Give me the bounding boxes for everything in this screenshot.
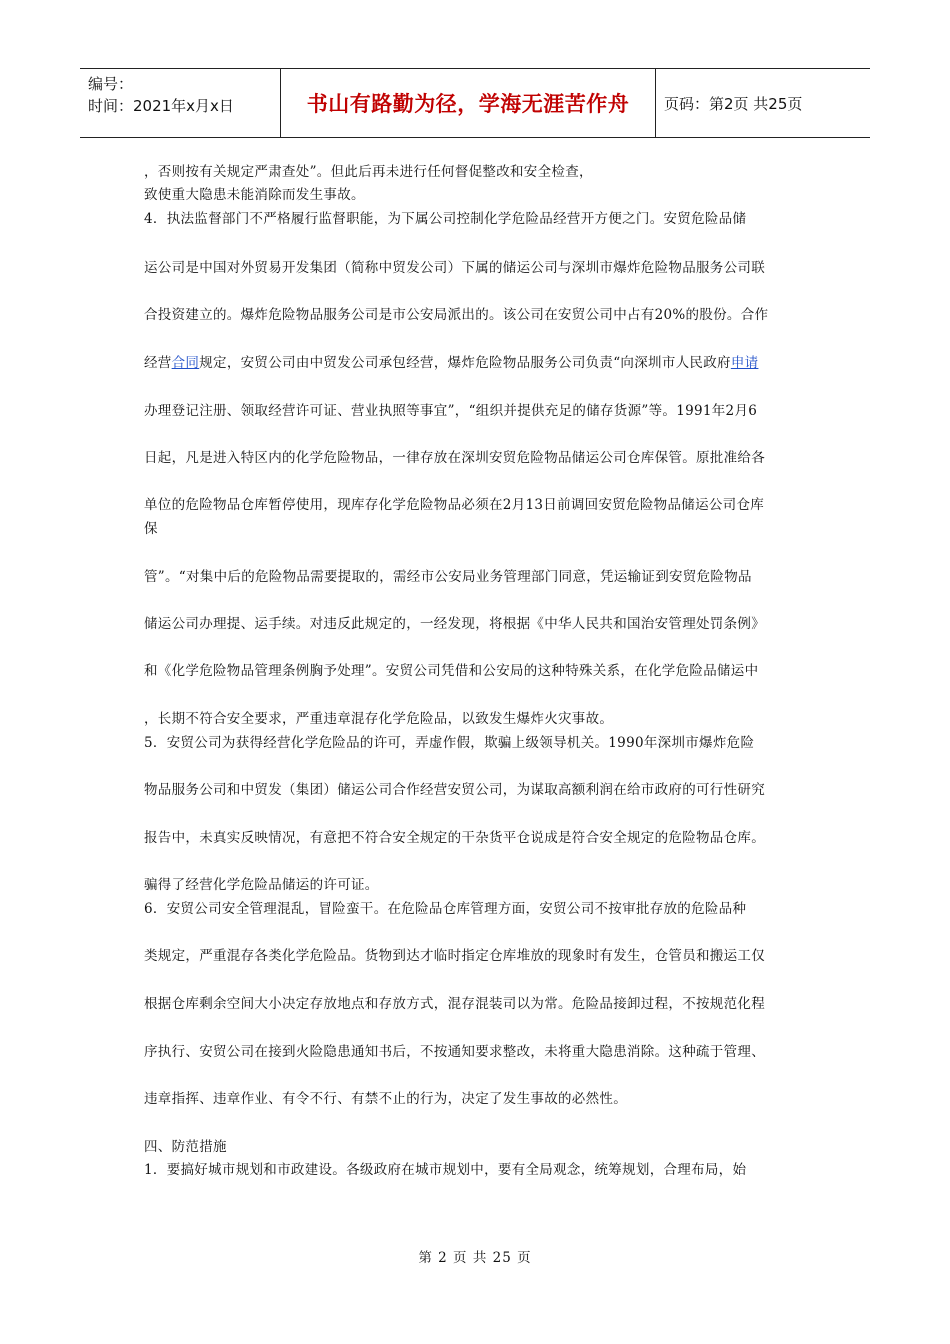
body-line: 1．要搞好城市规划和市政建设。各级政府在城市规划中，要有全局观念，统筹规划，合理布局，始 xyxy=(144,1162,747,1178)
body-line: 合投资建立的。爆炸危险物品服务公司是市公安局派出的。该公司在安贸公司中占有20%的股份。合作 xyxy=(144,307,769,323)
body-line: 根据仓库剩余空间大小决定存放地点和存放方式，混存混装司以为常。危险品接卸过程，不按规范化程 xyxy=(144,996,765,1012)
body-line: 报告中，未真实反映情况，有意把不符合安全规定的干杂货平仓说成是符合安全规定的危险物品仓库。 xyxy=(144,830,765,846)
contract-link[interactable]: 合同 xyxy=(171,355,200,371)
body-line: 违章指挥、违章作业、有令不行、有禁不止的行为，决定了发生事故的必然性。 xyxy=(144,1091,627,1107)
body-line: 储运公司办理提、运手续。对违反此规定的，一经发现，将根据《中华人民共和国治安管理处罚条例》 xyxy=(144,616,765,632)
number-label: 编号： xyxy=(88,75,134,93)
body-line: 4．执法监督部门不严格履行监督职能，为下属公司控制化学危险品经营开方便之门。安贸危险品储 xyxy=(144,211,747,227)
body-line: 骗得了经营化学危险品储运的许可证。 xyxy=(144,877,379,893)
body-line: 物品服务公司和中贸发（集团）储运公司合作经营安贸公司，为谋取高额利润在给市政府的可行性研究 xyxy=(144,782,765,798)
body-line: 办理登记注册、领取经营许可证、营业执照等事宜”，“组织并提供充足的储存货源”等。1991年2月6 xyxy=(144,403,758,419)
header-meta xyxy=(80,69,281,137)
header-motto-cell xyxy=(281,69,656,137)
body-line xyxy=(144,354,758,372)
motto: 书山有路勤为径，学海无涯苦作舟 xyxy=(306,92,630,116)
section-heading: 四、防范措施 xyxy=(144,1139,227,1155)
body-line: 运公司是中国对外贸易开发集团（简称中贸发公司）下属的储运公司与深圳市爆炸危险物品服务公司联 xyxy=(144,260,765,276)
body-line: 序执行、安贸公司在接到火险隐患通知书后，不按通知要求整改，未将重大隐患消除。这种疏于管理、 xyxy=(144,1044,765,1060)
body-line: 类规定，严重混存各类化学危险品。货物到达才临时指定仓库堆放的现象时有发生，仓管员和搬运工仅 xyxy=(144,948,765,964)
body-line: 管”。“对集中后的危险物品需要提取的，需经市公安局业务管理部门同意，凭运输证到安贸危险物品 xyxy=(144,569,752,585)
body-line: 日起，凡是进入特区内的化学危险物品，一律存放在深圳安贸危险物品储运公司仓库保管。原批准给各 xyxy=(144,450,765,466)
page-footer: 第 2 页 共 25 页 xyxy=(418,1250,532,1266)
document-header xyxy=(80,68,870,138)
time-label: 时间：2021年x月x日 xyxy=(88,97,234,115)
apply-link[interactable]: 申请 xyxy=(730,355,759,371)
body-line: ，长期不符合安全要求，严重违章混存化学危险品，以致发生爆炸火灾事故。 xyxy=(144,711,614,727)
body-line: 保 xyxy=(144,521,158,537)
body-line: ，否则按有关规定严肃查处”。但此后再未进行任何督促整改和安全检查， xyxy=(144,164,593,180)
body-line: 单位的危险物品仓库暂停使用，现库存化学危险物品必须在2月13日前调回安贸危险物品储运公司仓库 xyxy=(144,497,765,513)
body-line: 致使重大隐患未能消除而发生事故。 xyxy=(144,187,365,203)
page-code: 页码：第2页 共25页 xyxy=(664,94,803,113)
body-line: 5．安贸公司为获得经营化学危险品的许可，弄虚作假，欺骗上级领导机关。1990年深圳市爆炸危险 xyxy=(144,735,755,751)
header-page-cell xyxy=(656,69,870,137)
body-text: 经营 xyxy=(144,355,172,371)
body-text: 规定，安贸公司由中贸发公司承包经营，爆炸危险物品服务公司负责“向深圳市人民政府 xyxy=(199,355,731,371)
body-line: 和《化学危险物品管理条例胸予处理”。安贸公司凭借和公安局的这种特殊关系，在化学危险品储运中 xyxy=(144,663,759,679)
body-line: 6．安贸公司安全管理混乱，冒险蛮干。在危险品仓库管理方面，安贸公司不按审批存放的危险品种 xyxy=(144,901,747,917)
